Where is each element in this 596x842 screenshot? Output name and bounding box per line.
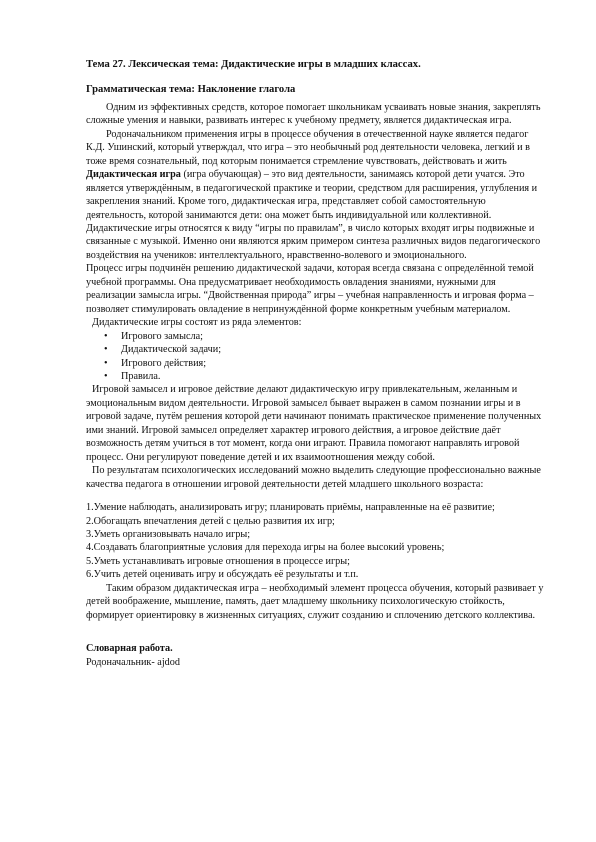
list-item: 5.Уметь устанавливать игровые отношения в процессе игры; [86, 555, 350, 567]
vocabulary-item: Родоначальник- ajdod [86, 656, 180, 668]
list-item: • Правила. [104, 370, 548, 383]
list-item: 6.Учить детей оценивать игру и обсуждать её результаты и т.п. [86, 569, 359, 581]
list-item: 2.Обогащать впечатления детей с целью развития их игр; [86, 515, 335, 527]
definition-text: (игра обучающая) – это вид деятельности, занимаясь которой дети учатся. Это является утверждённым, в педагогической практике и теории, средством для расширения, углубления и закрепления знаний. Кроме того, дидактическая игра, представляет собой самостоятельную деятельность, которой занимаются дети: она может быть индивидуальной или коллективной. Дидактические игры относятся к виду “игры по правилам”, в число которых входят игры подвижные и связанные с музыкой. Именно они являются ярким примером синтеза различных видов педагогического воздействия на учеников: интеллектуального, нравственно-волевого и эмоционального. [86, 169, 541, 261]
list-item: 1.Умение наблюдать, анализировать игру; планировать приёмы, направленные на её развитие; [86, 502, 495, 514]
grammar-topic: Грамматическая тема: Наклонение глагола [86, 84, 296, 96]
paragraph-research: По результатам психологических исследований можно выделить следующие профессионально важные качества педагога в отношении игровой деятельности детей младшего школьного возраста: [86, 465, 541, 490]
paragraph-elements-intro: Дидактические игры состоят из ряда элементов: [92, 317, 302, 329]
list-item: 4.Создавать благоприятные условия для перехода игры на более высокий уровень; [86, 542, 445, 554]
vocabulary-heading: Словарная работа. [86, 643, 173, 655]
list-item: 3.Уметь организовывать начало игры; [86, 528, 251, 540]
paragraph-definition [86, 168, 548, 262]
paragraph-ushinsky: Родоначальником применения игры в процессе обучения в отечественной науке является педагог К.Д. Ушинский, который утверждал, что игра – это необычный род деятельности человека, легкий и в тоже время сознательный, под которым понимается стремление чувствовать, действовать и жить [86, 128, 530, 167]
paragraph-game-concept: Игровой замысел и игровое действие делают дидактическую игру привлекательным, желанным и эмоциональным видом деятельности. Игровой замысел бывает выражен в самом познании игры и в игровой задаче, путём решения которой дети начинают понимать практическое применение полученных ими знаний. Игровой замысел определяет характер игрового действия, а игровое действие даёт возможность детям учиться в тот момент, когда они играют. Правила помогают направлять игровой процесс. Они регулируют поведение детей и их взаимоотношения между собой. [86, 384, 542, 463]
paragraph-conclusion: Таким образом дидактическая игра – необходимый элемент процесса обучения, который развивает у детей воображение, мышление, память, дает младшему школьнику психологическую стойкость, формирует ориентировку в жизненных ситуациях, служит созданию и сплочению детского коллектива. [86, 582, 544, 621]
list-item: • Игрового действия; [104, 357, 548, 370]
paragraph-process: Процесс игры подчинён решению дидактической задачи, которая всегда связана с определённой темой учебной программы. Она предусматривает необходимость овладения знаниями, нужными для реализации замысла игры. “Двойственная природа” игры – учебная направленность и игровая форма – позволяет стимулировать овладение в непринуждённой форме конкретным учебным материалом. [86, 263, 534, 315]
qualities-list [86, 501, 548, 582]
paragraph-intro: Одним из эффективных средств, которое помогает школьникам усваивать новые знания, закреплять сложные умения и навыки, развивать интерес к учебному предмету, является дидактическая игра. [86, 101, 541, 127]
document-title: Тема 27. Лексическая тема: Дидактические игры в младших классах. [86, 59, 421, 70]
term-didactic-game: Дидактическая игра [86, 169, 181, 181]
elements-list [86, 330, 548, 384]
list-item: • Игрового замысла; [104, 330, 548, 343]
document-page [86, 58, 548, 669]
list-item: • Дидактической задачи; [104, 343, 548, 356]
